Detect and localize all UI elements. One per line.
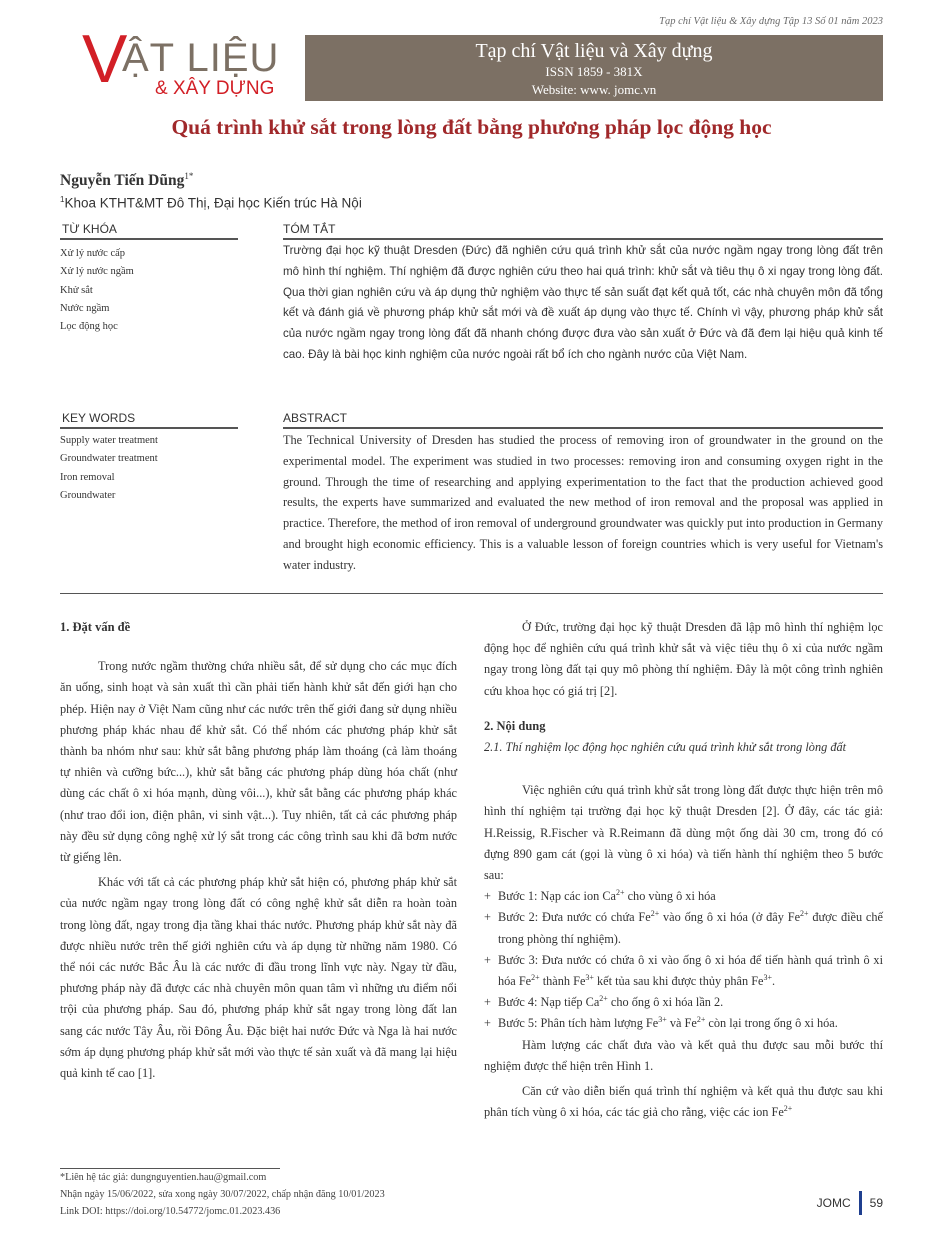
footnote-contact[interactable]: *Liên hệ tác giả: dungnguyentien.hau@gmail.com (60, 1172, 267, 1183)
journal-issn: ISSN 1859 - 381X (545, 64, 643, 79)
affiliation-text: Khoa KTHT&MT Đô Thị, Đại học Kiến trúc Hà Nội (64, 195, 362, 211)
body-column-right (484, 617, 883, 1123)
keyword-item: Xử lý nước cấp (60, 248, 126, 259)
keywords-en-list (60, 432, 238, 505)
keyword-item: Lọc động học (60, 321, 118, 333)
subsection-heading: 2.1. Thí nghiệm lọc động học nghiên cứu quá trình khử sắt trong lòng đất (484, 740, 847, 755)
author-name: Nguyễn Tiến Dũng (60, 172, 185, 190)
keyword-item: Xử lý nước ngầm (60, 266, 134, 278)
body-column-left (60, 617, 457, 1084)
step-item: + Bước 2: Đưa nước có chứa $Fe^{2+}$ vào ống ô xi hóa (ở đây $Fe^{2+}$ được điều chế trong phòng thí nghiệm). (484, 909, 883, 946)
abstract-en (283, 411, 883, 576)
keywords-vi (60, 222, 238, 336)
keywords-en (60, 411, 238, 505)
paragraph: Khác với tất cả các phương pháp khử sắt hiện có, phương pháp khử sắt của nước ngầm ngay trong lòng đất có công nghệ khử sắt diễn ra hoàn toàn trong lòng đất, ngay trong địa tầng khai thác nước. Phương pháp khử sắt này đã được nhiều nước trên thế giới nghiên cứu và áp dụng từ những năm 1980. Có thể nói các nước Bắc Âu là các nước đi đầu trong lĩnh vực này. Ngay từ đầu, phương pháp này đã được các nhà chuyên môn quan tâm vì những ưu điểm nổi trội của phương pháp. Sau đó, phương pháp khử sắt ngay trong lòng đất lan sang các nước Tây Âu, rồi Đông Âu. Đặc biệt hai nước Đức và Nga là hai nước sớm áp dụng phương pháp khử sắt mới vào thực tế sản xuất và đã mang lại hiệu quả kinh tế cao [1]. (60, 875, 457, 1081)
journal-info (305, 35, 883, 101)
abstract-vi-text: Trường đại học kỹ thuật Dresden (Đức) đã nghiên cứu quá trình khử sắt của nước ngầm ngay trong lòng đất trên mô hình thí nghiệm. Thí nghiệm đã được nghiên cứu theo hai quá trình: khử sắt và tiêu thụ ô xi ngay trong lòng đất. Qua thời gian nghiên cứu và áp dụng thử nghiệm vào thực tế sản suất đạt kết quả tốt, các nhà chuyên môn đã tổng kết và đánh giá về phương pháp khử sắt mới và đề xuất áp dụng vào thực tế. Chính vì vậy, phương pháp khử sắt của nước ngầm ngay trong lòng đất đã nhanh chóng được đưa vào sản xuất ở Đức và đã đem lại hiệu quả kinh tế cao. Đây là bài học kinh nghiệm của nước ngoài rất bổ ích cho ngành nước của Việt Nam. (283, 244, 883, 361)
author-marker: 1* (184, 171, 194, 181)
paragraph: Việc nghiên cứu quá trình khử sắt trong lòng đất được thực hiện trên mô hình thí nghiệm tại trường đại học kỹ thuật Dresden [2]. Ở đây, các tác giả: H.Reissig, R.Fischer và R.Reimann đã dùng một ống dài 30 cm, trong đó có đựng 890 gam cát (gọi là vùng ô xi hóa) và tiến hành thí nghiệm theo 5 bước sau: (484, 783, 883, 883)
logo-sub-text: & XÂY DỰNG (155, 78, 275, 99)
bullet-mark: + (484, 889, 491, 904)
keywords-vi-list (60, 245, 238, 336)
abstract-en-text: The Technical University of Dresden has studied the process of removing iron of groundwater in the ground on the experimental model. The experiment was studied in two processes: removing iron and consuming oxygen right in the ground. Through the time of researching and applying experimentation to the fact that the production achieved good results, the experts have summarized and evaluated the new method of iron removal and the proposal was applied in practice. Therefore, the method of iron removal of underground groundwater was quickly put into production in Germany and brought high economic efficiency. This is a valuable lesson of foreign countries which is very useful for Vietnam's water industry. (283, 433, 883, 572)
paragraph: Ở Đức, trường đại học kỹ thuật Dresden đã lập mô hình thí nghiệm lọc động học để nghiên cứu quá trình khử sắt và việc tiêu thụ ô xi của nước ngầm ngay trong lòng đất tại quy mô phòng thí nghiệm. Đây là một công trình nghiên cứu khoa học có giá trị [2]. (484, 620, 883, 698)
section-divider (60, 593, 883, 594)
affiliation-marker: 1 (60, 195, 65, 204)
keywords-en-heading: KEY WORDS (60, 411, 238, 429)
logo-letter-v: V (82, 35, 128, 97)
journal-website[interactable]: Website: www. jomc.vn (531, 82, 657, 97)
keyword-item: Khử sắt (60, 284, 93, 296)
journal-abbreviation: JOMC (816, 1196, 851, 1210)
bullet-mark: + (484, 910, 491, 925)
abstract-vi-heading: TÓM TẮT (283, 222, 883, 240)
bullet-mark: + (484, 995, 491, 1010)
bullet-mark: + (484, 1016, 491, 1031)
journal-name: Tạp chí Vật liệu và Xây dựng (475, 40, 713, 62)
logo-main-text: ẬT LIỆU (122, 36, 280, 80)
keyword-item: Supply water treatment (60, 435, 158, 446)
keyword-item: Iron removal (60, 471, 115, 483)
affiliation (60, 195, 362, 211)
footer-separator-bar (859, 1191, 862, 1215)
running-head: Tạp chí Vật liệu & Xây dựng Tập 13 Số 01 năm 2023 (659, 16, 883, 27)
keyword-item: Groundwater treatment (60, 453, 158, 465)
page-number: 59 (869, 1196, 883, 1210)
paragraph: Hàm lượng các chất đưa vào và kết quả thu được sau mỗi bước thí nghiệm được thể hiện trên Hình 1. (484, 1037, 883, 1073)
journal-banner (60, 35, 883, 101)
step-item: + Bước 3: Đưa nước có chứa ô xi vào ống ô xi hóa để tiến hành quá trình ô xi hóa $Fe^{2+}$ thành $Fe^{3+}$ kết tủa sau khi được thủy phân $Fe^{3+}$. (484, 950, 883, 992)
step-item: + Bước 5: Phân tích hàm lượng $Fe^{3+}$ và $Fe^{2+}$ còn lại trong ống ô xi hóa. (484, 1013, 883, 1034)
footnote-doi[interactable]: Link DOI: https://doi.org/10.54772/jomc.01.2023.436 (60, 1206, 281, 1217)
paragraph: Trong nước ngầm thường chứa nhiều sắt, để sử dụng cho các mục đích ăn uống, sinh hoạt và sản xuất thì cần phải tiến hành khử sắt đến giới hạn cho phép. Hiện nay ở Việt Nam cũng như các nước trên thế giới đang sử dụng nhiều phương pháp khác nhau để khử sắt. Có thể nhóm các phương pháp khử sắt thành ba nhóm như sau: khử sắt bằng phương pháp làm thoáng (cả làm thoáng tự nhiên và cưỡng bức...), khử sắt bằng các phương pháp dùng hóa chất (như dùng các chất ô xi hóa mạnh, dùng vôi...), khử sắt bằng các phương pháp khác (như trao đổi ion, điện phân, vi sinh vật...). Tuy nhiên, tất cả các phương pháp này đều sử dụng công nghệ xử lý sắt trong các công trình sau khi đã bơm nước từ giếng lên. (60, 659, 457, 865)
keyword-item: Groundwater (60, 489, 116, 501)
footnote-divider (60, 1168, 280, 1169)
footnote-dates: Nhận ngày 15/06/2022, sửa xong ngày 30/07/2022, chấp nhận đăng 10/01/2023 (60, 1189, 385, 1200)
author (60, 171, 193, 190)
bullet-mark: + (484, 952, 491, 967)
paragraph: Căn cứ vào diễn biến quá trình thí nghiệm và kết quả thu được sau khi phân tích vùng ô xi hóa, các tác giả cho rằng, việc các ion $Fe^{2+}$ (484, 1084, 883, 1120)
abstract-vi (283, 222, 883, 366)
section-2-heading: 2. Nội dung (484, 718, 546, 733)
page-footer (817, 1191, 883, 1215)
keyword-item: Nước ngầm (60, 302, 110, 314)
section-1-heading: 1. Đặt vấn đề (60, 620, 131, 634)
abstract-en-heading: ABSTRACT (283, 411, 883, 429)
keywords-vi-heading: TỪ KHÓA (60, 222, 238, 240)
step-item: + Bước 4: Nạp tiếp $Ca^{2+}$ cho ống ô xi hóa lần 2. (484, 992, 883, 1013)
journal-logo (60, 35, 305, 101)
article-title: Quá trình khử sắt trong lòng đất bằng phương pháp lọc động học (171, 115, 772, 139)
step-item: + Bước 1: Nạp các ion $Ca^{2+}$ cho vùng ô xi hóa (484, 886, 883, 907)
